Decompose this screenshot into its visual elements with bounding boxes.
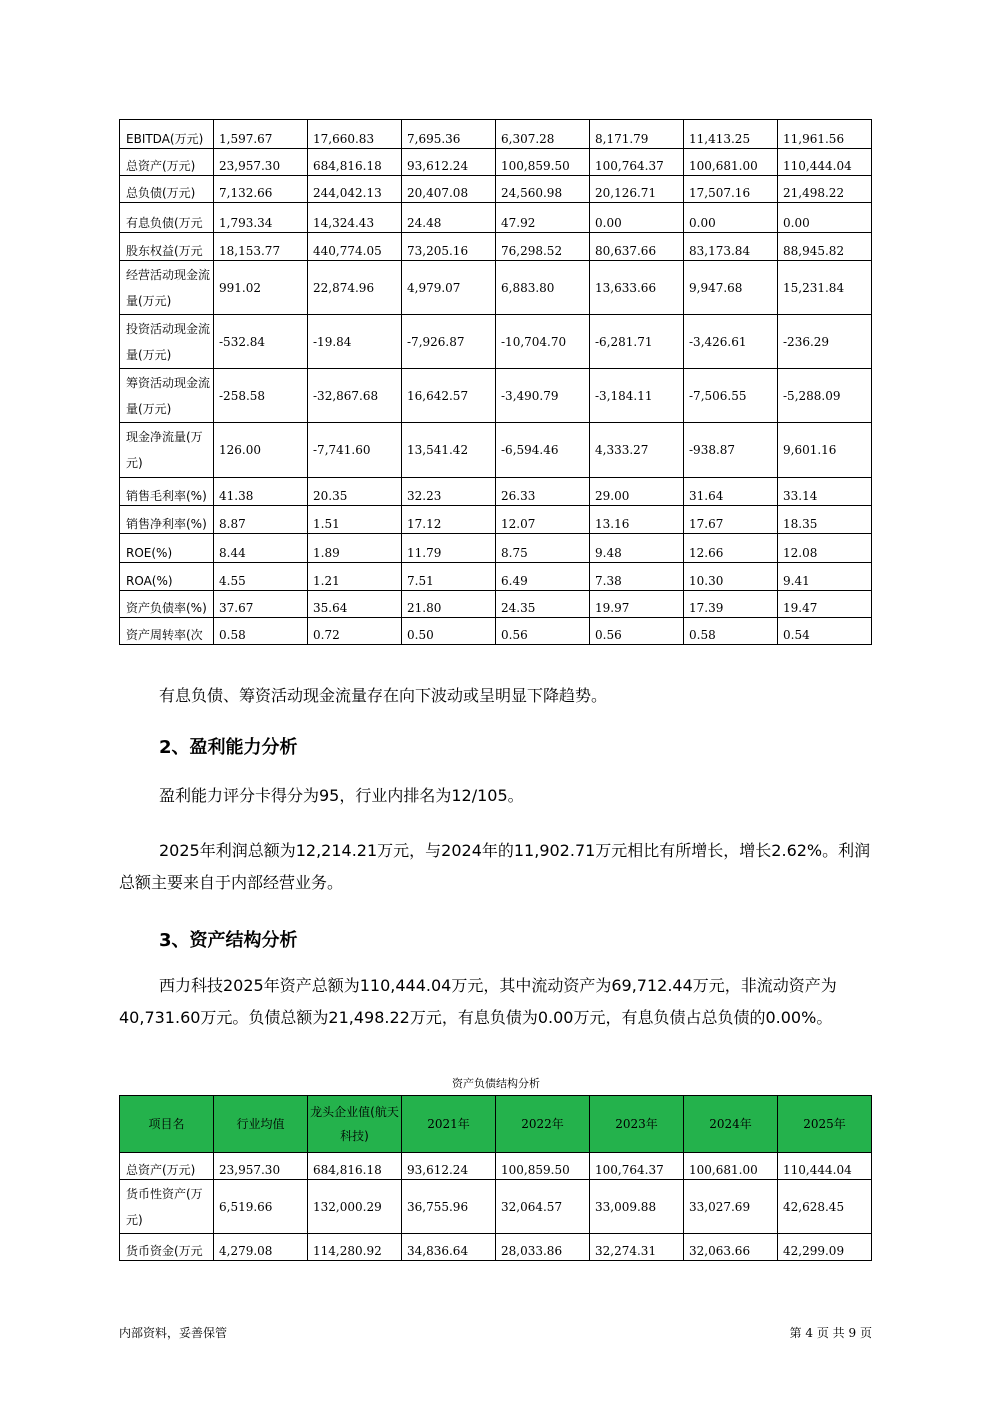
table-row [120, 261, 872, 315]
cell: 13,633.66 [590, 261, 684, 315]
row-label: 有息负债(万元 [120, 203, 214, 233]
cell: 100,681.00 [684, 1153, 778, 1180]
header-cell: 龙头企业值(航天科技) [308, 1096, 402, 1153]
page-total: 9 [848, 1326, 857, 1340]
cell: -3,490.79 [496, 369, 590, 423]
cell: 76,298.52 [496, 233, 590, 261]
cell: 18,153.77 [214, 233, 308, 261]
row-label: 销售毛利率(%) [120, 478, 214, 506]
cell: 14,324.43 [308, 203, 402, 233]
cell: 0.00 [590, 203, 684, 233]
row-label: 总负债(万元) [120, 176, 214, 203]
cell: 1.51 [308, 506, 402, 534]
cell: -6,594.46 [496, 423, 590, 478]
cell: 32.23 [402, 478, 496, 506]
cell: -532.84 [214, 315, 308, 369]
cell: 684,816.18 [308, 1153, 402, 1180]
cell: 37.67 [214, 591, 308, 618]
table-row [120, 591, 872, 618]
table-row [120, 506, 872, 534]
cell: 17.67 [684, 506, 778, 534]
row-label: ROA(%) [120, 563, 214, 591]
cell: -3,426.61 [684, 315, 778, 369]
cell: 100,764.37 [590, 1153, 684, 1180]
cell: 100,681.00 [684, 149, 778, 176]
cell: 80,637.66 [590, 233, 684, 261]
cell: 7,132.66 [214, 176, 308, 203]
cell: 88,945.82 [778, 233, 872, 261]
cell: 0.58 [684, 618, 778, 645]
paragraph-profit-score: 盈利能力评分卡得分为95，行业内排名为12/105。 [159, 786, 524, 805]
cell: 0.56 [496, 618, 590, 645]
cell: 4.55 [214, 563, 308, 591]
cell: 13,541.42 [402, 423, 496, 478]
cell: 4,979.07 [402, 261, 496, 315]
row-label: 股东权益(万元 [120, 233, 214, 261]
header-cell: 2022年 [496, 1096, 590, 1153]
cell: 19.47 [778, 591, 872, 618]
cell: 47.92 [496, 203, 590, 233]
header-cell: 2024年 [684, 1096, 778, 1153]
cell: -938.87 [684, 423, 778, 478]
cell: 4,333.27 [590, 423, 684, 478]
table-header-row [120, 1096, 872, 1153]
cell: 24.48 [402, 203, 496, 233]
table-row [120, 534, 872, 563]
cell: 4,279.08 [214, 1234, 308, 1261]
cell: 19.97 [590, 591, 684, 618]
cell: -19.84 [308, 315, 402, 369]
header-cell: 项目名 [120, 1096, 214, 1153]
row-label: 货币性资产(万元) [120, 1180, 214, 1234]
cell: 24,560.98 [496, 176, 590, 203]
row-label: 资产负债率(%) [120, 591, 214, 618]
cell: -32,867.68 [308, 369, 402, 423]
table-row [120, 369, 872, 423]
cell: 31.64 [684, 478, 778, 506]
row-label: 经营活动现金流量(万元) [120, 261, 214, 315]
cell: 9,947.68 [684, 261, 778, 315]
cell: 33,027.69 [684, 1180, 778, 1234]
cell: 8.75 [496, 534, 590, 563]
cell: 9.41 [778, 563, 872, 591]
cell: 28,033.86 [496, 1234, 590, 1261]
cell: 12.07 [496, 506, 590, 534]
table-row [120, 478, 872, 506]
page-mid: 页 共 [816, 1326, 845, 1340]
row-label: 销售净利率(%) [120, 506, 214, 534]
cell: -3,184.11 [590, 369, 684, 423]
cell: 17,507.16 [684, 176, 778, 203]
cell: 11.79 [402, 534, 496, 563]
paragraph-asset-summary: 西力科技2025年资产总额为110,444.04万元，其中流动资产为69,712.44万元，非流动资产为40,731.60万元。负债总额为21,498.22万元，有息负债为0.00万元，有息负债占总负债的0.00%。 [119, 976, 837, 1027]
cell: 1.21 [308, 563, 402, 591]
cell: 32,064.57 [496, 1180, 590, 1234]
cell: 17.12 [402, 506, 496, 534]
table-caption: 资产负债结构分析 [452, 1077, 540, 1090]
cell: -6,281.71 [590, 315, 684, 369]
footer-page-number [790, 1324, 872, 1341]
cell: 7.38 [590, 563, 684, 591]
cell: 33,009.88 [590, 1180, 684, 1234]
cell: 34,836.64 [402, 1234, 496, 1261]
cell: 6.49 [496, 563, 590, 591]
cell: 244,042.13 [308, 176, 402, 203]
cell: 6,307.28 [496, 120, 590, 149]
cell: 42,299.09 [778, 1234, 872, 1261]
cell: 73,205.16 [402, 233, 496, 261]
cell: -7,741.60 [308, 423, 402, 478]
row-label: EBITDA(万元) [120, 120, 214, 149]
cell: 9,601.16 [778, 423, 872, 478]
cell: 11,413.25 [684, 120, 778, 149]
cell: 110,444.04 [778, 149, 872, 176]
row-label: 投资活动现金流量(万元) [120, 315, 214, 369]
cell: 42,628.45 [778, 1180, 872, 1234]
row-label: 总资产(万元) [120, 1153, 214, 1180]
cell: 16,642.57 [402, 369, 496, 423]
cell: 0.54 [778, 618, 872, 645]
cell: 15,231.84 [778, 261, 872, 315]
cell: 83,173.84 [684, 233, 778, 261]
cell: 0.58 [214, 618, 308, 645]
cell: 114,280.92 [308, 1234, 402, 1261]
table-row [120, 233, 872, 261]
cell: 21.80 [402, 591, 496, 618]
cell: 100,859.50 [496, 149, 590, 176]
cell: 13.16 [590, 506, 684, 534]
table-row [120, 1153, 872, 1180]
cell: 0.00 [684, 203, 778, 233]
cell: 6,519.66 [214, 1180, 308, 1234]
table-row [120, 149, 872, 176]
page-prefix: 第 [789, 1326, 802, 1340]
row-label: 总资产(万元) [120, 149, 214, 176]
row-label: ROE(%) [120, 534, 214, 563]
row-label: 资产周转率(次 [120, 618, 214, 645]
table-row [120, 563, 872, 591]
table-row [120, 1234, 872, 1261]
cell: -10,704.70 [496, 315, 590, 369]
cell: 1,597.67 [214, 120, 308, 149]
cell: 7,695.36 [402, 120, 496, 149]
cell: -5,288.09 [778, 369, 872, 423]
cell: 0.72 [308, 618, 402, 645]
row-label: 现金净流量(万元) [120, 423, 214, 478]
cell: 23,957.30 [214, 149, 308, 176]
cell: 20.35 [308, 478, 402, 506]
cell: -258.58 [214, 369, 308, 423]
header-cell: 2025年 [778, 1096, 872, 1153]
cell: 93,612.24 [402, 149, 496, 176]
cell: 32,274.31 [590, 1234, 684, 1261]
cell: 24.35 [496, 591, 590, 618]
cell: 35.64 [308, 591, 402, 618]
cell: 684,816.18 [308, 149, 402, 176]
cell: 991.02 [214, 261, 308, 315]
row-label: 筹资活动现金流量(万元) [120, 369, 214, 423]
cell: -7,926.87 [402, 315, 496, 369]
cell: 12.66 [684, 534, 778, 563]
cell: 440,774.05 [308, 233, 402, 261]
cell: 18.35 [778, 506, 872, 534]
cell: 20,126.71 [590, 176, 684, 203]
financial-indicator-table [119, 119, 872, 645]
cell: 6,883.80 [496, 261, 590, 315]
cell: 100,859.50 [496, 1153, 590, 1180]
cell: 12.08 [778, 534, 872, 563]
cell: 0.00 [778, 203, 872, 233]
cell: 100,764.37 [590, 149, 684, 176]
cell: 33.14 [778, 478, 872, 506]
cell: 41.38 [214, 478, 308, 506]
cell: 8.44 [214, 534, 308, 563]
section-heading-profitability: 2、盈利能力分析 [159, 737, 298, 758]
page-current: 4 [805, 1326, 814, 1340]
cell: 23,957.30 [214, 1153, 308, 1180]
cell: 0.50 [402, 618, 496, 645]
paragraph-trend: 有息负债、筹资活动现金流量存在向下波动或呈明显下降趋势。 [159, 686, 608, 705]
header-cell: 2023年 [590, 1096, 684, 1153]
cell: 36,755.96 [402, 1180, 496, 1234]
header-cell: 行业均值 [214, 1096, 308, 1153]
cell: 8,171.79 [590, 120, 684, 149]
cell: 29.00 [590, 478, 684, 506]
cell: -7,506.55 [684, 369, 778, 423]
cell: -236.29 [778, 315, 872, 369]
asset-liability-structure-table [119, 1095, 872, 1261]
cell: 110,444.04 [778, 1153, 872, 1180]
row-label: 货币资金(万元 [120, 1234, 214, 1261]
cell: 17.39 [684, 591, 778, 618]
cell: 1.89 [308, 534, 402, 563]
cell: 26.33 [496, 478, 590, 506]
cell: 8.87 [214, 506, 308, 534]
table-row [120, 423, 872, 478]
table-row [120, 618, 872, 645]
cell: 17,660.83 [308, 120, 402, 149]
cell: 20,407.08 [402, 176, 496, 203]
table-row [120, 176, 872, 203]
paragraph-profit-total: 2025年利润总额为12,214.21万元，与2024年的11,902.71万元相比有所增长，增长2.62%。利润总额主要来自于内部经营业务。 [119, 841, 871, 892]
table-row [120, 315, 872, 369]
footer-confidential-note: 内部资料，妥善保管 [119, 1326, 228, 1340]
table-row [120, 203, 872, 233]
table-row [120, 120, 872, 149]
header-cell: 2021年 [402, 1096, 496, 1153]
cell: 126.00 [214, 423, 308, 478]
cell: 32,063.66 [684, 1234, 778, 1261]
cell: 93,612.24 [402, 1153, 496, 1180]
cell: 10.30 [684, 563, 778, 591]
section-heading-asset-structure: 3、资产结构分析 [159, 930, 298, 951]
cell: 1,793.34 [214, 203, 308, 233]
cell: 22,874.96 [308, 261, 402, 315]
cell: 11,961.56 [778, 120, 872, 149]
cell: 21,498.22 [778, 176, 872, 203]
cell: 0.56 [590, 618, 684, 645]
cell: 132,000.29 [308, 1180, 402, 1234]
cell: 9.48 [590, 534, 684, 563]
cell: 7.51 [402, 563, 496, 591]
table-row [120, 1180, 872, 1234]
page-suffix: 页 [859, 1326, 872, 1340]
